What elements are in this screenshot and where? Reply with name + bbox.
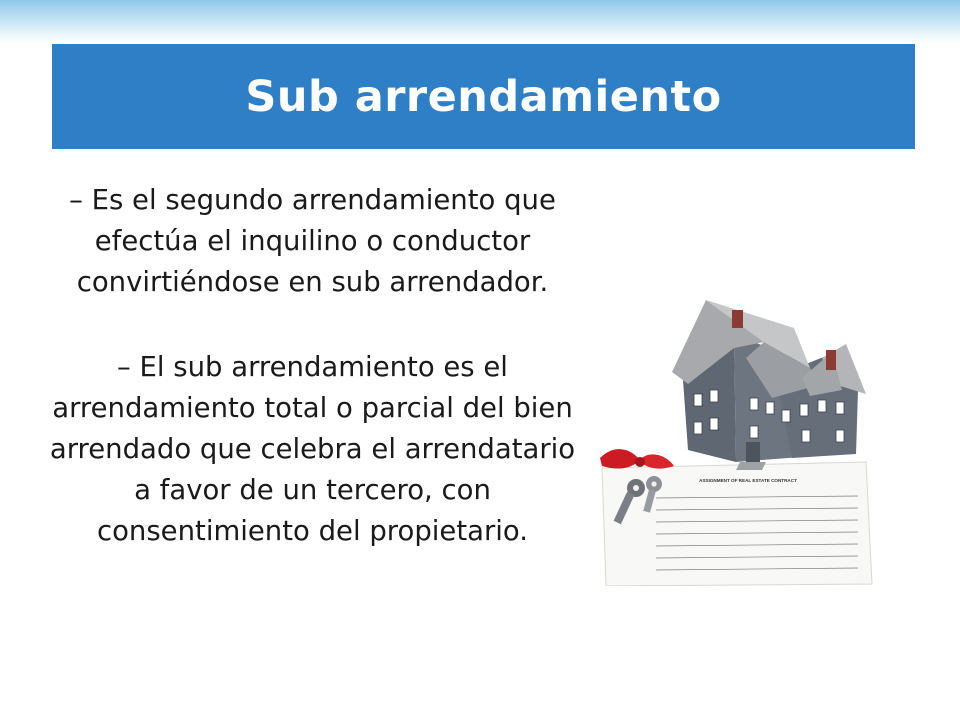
bullet-item-1: – Es el segundo arrendamiento que efectúa el inquilino o conductor convirtiéndose en sub arrendador.: [69, 184, 556, 298]
title-bar: [52, 44, 915, 149]
bullet-list: [40, 180, 585, 552]
contract-heading: ASSIGNMENT OF REAL ESTATE CONTRACT: [699, 478, 797, 483]
slide-title: Sub arrendamiento: [245, 71, 722, 122]
house-keys-contract-image: [596, 286, 886, 586]
top-gradient-band: [0, 0, 960, 44]
bullet-item-2: – El sub arrendamiento es el arrendamiento total o parcial del bien arrendado que celebra el arrendatario a favor de un tercero, con consentimiento del propietario.: [49, 351, 576, 547]
